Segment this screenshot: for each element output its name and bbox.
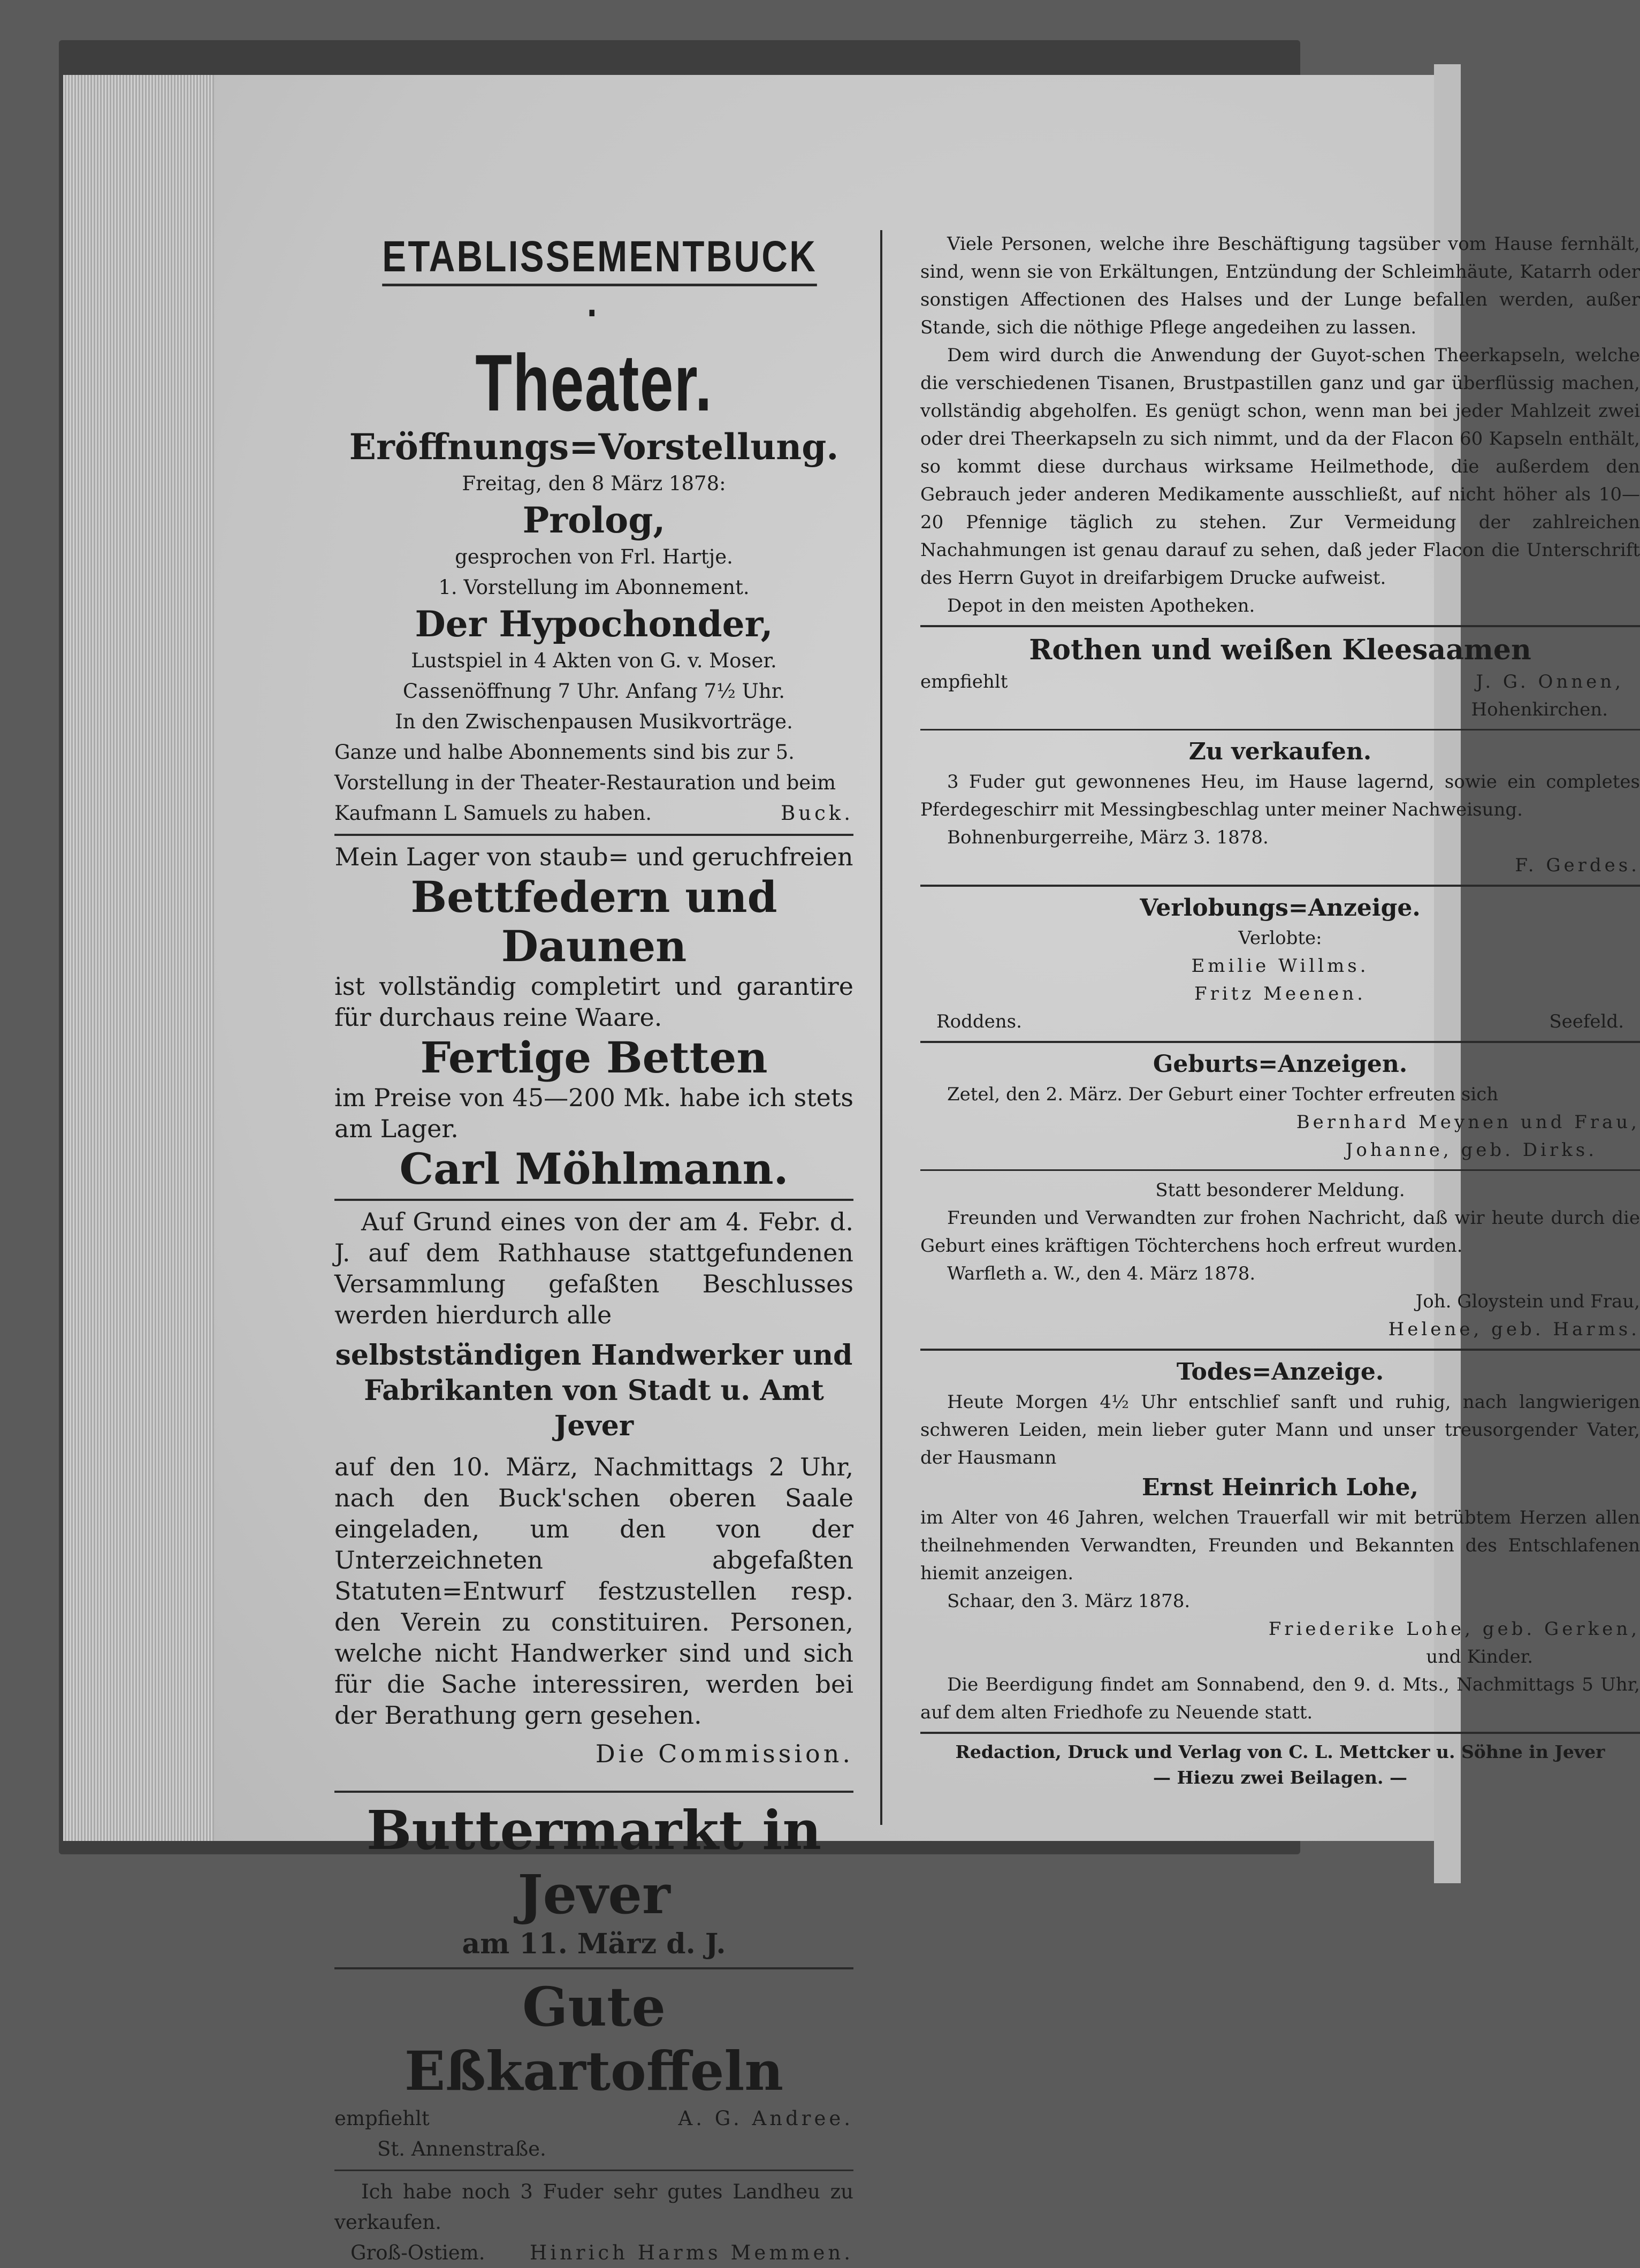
separator xyxy=(334,1199,853,1201)
play-subtitle: Lustspiel in 4 Akten von G. v. Moser. xyxy=(411,649,777,672)
separator xyxy=(334,834,853,836)
butter-market-ad xyxy=(334,1798,853,1962)
craftsmen-intro: Auf Grund eines von der am 4. Febr. d. J. auf dem Rathhause stattgefundenen Versammlung gefaßten Beschlusses werden hierdurch alle xyxy=(334,1207,853,1329)
clover-title: Rothen und weißen Kleesaamen xyxy=(1029,634,1531,666)
death-children: und Kinder. xyxy=(1426,1646,1533,1668)
engagement-notice xyxy=(920,892,1640,1036)
separator xyxy=(920,1169,1640,1171)
hay-text: Ich habe noch 3 Fuder sehr gutes Landheu zu verkaufen. xyxy=(334,2180,853,2234)
death-intro: Heute Morgen 4½ Uhr entschlief sanft und ruhig, nach langwierigen schweren Leiden, mein lieber guter Mann und unser treusorgender Vater, der Hausmann xyxy=(920,1391,1640,1468)
tar-paragraph-2: Dem wird durch die Anwendung der Guyot-schen Theerkapseln, welche die verschiedenen Tisanen, Brustpastillen ganz und gar überflüssig machen, vollständig abgeholfen. Es genügt schon, wenn man bei jeder Mahlzeit zwei oder drei Theerkapseln zu sich nimmt, und da der Flacon 60 Kapseln enthält, so kommt diese durchaus wirksame Heilmethode, die außerdem den Gebrauch jeder anderen Medikamente ausschließt, auf nicht höher als 10—20 Pfennige täglich zu stehen. Zur Vermeidung der zahlreichen Nachahmungen ist genau darauf zu sehen, daß jeder Flacon die Unterschrift des Herrn Guyot in dreifarbigem Drucke aufweist. xyxy=(920,345,1640,589)
butter-market-date: am 11. März d. J. xyxy=(462,1928,726,1960)
separator xyxy=(920,625,1640,627)
brand-mark: · xyxy=(587,288,601,337)
sale-seller: F. Gerdes. xyxy=(1515,855,1640,876)
death-widow: Friederike Lohe, geb. Gerken, xyxy=(1268,1618,1640,1640)
birth-text-1: Zetel, den 2. März. Der Geburt einer Tochter erfreuten sich xyxy=(947,1084,1499,1105)
abo-line-3: Kaufmann L Samuels zu haben. xyxy=(334,802,652,825)
engagement-title: Verlobungs=Anzeige. xyxy=(1140,894,1421,922)
opening-title: Eröffnungs=Vorstellung. xyxy=(349,426,839,468)
birth-statt: Statt besonderer Meldung. xyxy=(1155,1179,1405,1201)
bedding-title: Bettfedern und Daunen xyxy=(410,872,777,971)
theater-signature: Buck. xyxy=(781,802,853,825)
clover-recommends: empfiehlt xyxy=(920,671,1008,692)
separator xyxy=(334,1791,853,1793)
right-column xyxy=(920,230,1640,1791)
beds-price: im Preise von 45—200 Mk. habe ich stets am Lager. xyxy=(334,1083,853,1143)
opening-times: Cassenöffnung 7 Uhr. Anfang 7½ Uhr. xyxy=(402,680,785,703)
brand-title: ETABLISSEMENTBUCK xyxy=(382,230,817,286)
separator xyxy=(920,1041,1640,1043)
craftsmen-title: selbstständigen Handwerker und Fabrikanten von Stadt u. Amt Jever xyxy=(335,1339,853,1442)
page-stack xyxy=(63,75,224,1841)
separator xyxy=(920,729,1640,730)
tar-depot: Depot in den meisten Apotheken. xyxy=(947,595,1255,617)
potato-recommends: empfiehlt xyxy=(334,2107,430,2130)
column-divider xyxy=(880,230,882,1825)
bedding-text: ist vollständig completirt und garantire für durchaus reine Waare. xyxy=(334,972,853,1032)
bedding-ad xyxy=(334,841,853,1193)
birth-title: Geburts=Anzeigen. xyxy=(1153,1051,1408,1078)
bedding-intro: Mein Lager von staub= und geruchfreien xyxy=(334,842,853,871)
separator xyxy=(920,1732,1640,1734)
separator xyxy=(920,1349,1640,1351)
craftsmen-signature: Die Commission. xyxy=(595,1739,853,1768)
death-place-date: Schaar, den 3. März 1878. xyxy=(947,1590,1191,1612)
engagement-place-1: Roddens. xyxy=(936,1011,1022,1032)
beds-title: Fertige Betten xyxy=(420,1032,768,1083)
butter-market-title: Buttermarkt in Jever xyxy=(366,1799,822,1926)
clover-seller: J. G. Onnen, xyxy=(1476,671,1624,692)
hay-ad xyxy=(334,2176,853,2268)
birth-place-date: Warfleth a. W., den 4. März 1878. xyxy=(947,1263,1256,1284)
engagement-bride: Emilie Willms. xyxy=(1191,955,1369,977)
theater-title: Theater. xyxy=(475,338,713,428)
sale-ad xyxy=(920,736,1640,879)
prolog-speaker: gesprochen von Frl. Hartje. xyxy=(455,545,733,568)
imprint-publisher: Redaction, Druck und Verlag von C. L. Mettcker u. Söhne in Jever xyxy=(955,1741,1605,1762)
sale-title: Zu verkaufen. xyxy=(1188,738,1372,765)
potato-title: Gute Eßkartoffeln xyxy=(404,1975,784,2103)
craftsmen-text: auf den 10. März, Nachmittags 2 Uhr, nach den Buck'schen oberen Saale eingeladen, um den von der Unterzeichneten abgefaßten Statuten=Entwurf festzustellen resp. den Verein zu constituiren. Personen, welche nicht Handwerker sind und sich für die Sache interessiren, werden bei der Berathung gern gesehen. xyxy=(334,1452,853,1730)
play-title: Der Hypochonder, xyxy=(415,603,773,645)
imprint xyxy=(920,1739,1640,1791)
sale-text: 3 Fuder gut gewonnenes Heu, im Hause lagernd, sowie ein completes Pferdegeschirr mit Messingbeschlag unter meiner Nachweisung. xyxy=(920,771,1640,820)
potato-seller: A. G. Andree. xyxy=(678,2107,853,2130)
theater-ad xyxy=(334,230,853,828)
death-notice xyxy=(920,1356,1640,1726)
prolog-title: Prolog, xyxy=(522,499,666,541)
tar-paragraph-1: Viele Personen, welche ihre Beschäftigung tagsüber vom Hause fernhält, sind, wenn sie von Erkältungen, Entzündung der Schleimhäute, Katarrh oder sonstigen Affectionen des Halses und der Lunge befallen werden, außer Stande, sich die nöthige Pflege angedeihen zu lassen. xyxy=(920,233,1640,338)
death-text: im Alter von 46 Jahren, welchen Trauerfall wir mit betrübtem Herzen allen theilnehmenden Verwandten, Freunden und Bekannten des Entschlafenen hiemit anzeigen. xyxy=(920,1507,1640,1584)
birth-text-2: Freunden und Verwandten zur frohen Nachricht, daß wir heute durch die Geburt eines kräftigen Töchterchens hoch erfreut wurden. xyxy=(920,1207,1640,1257)
performance-date: Freitag, den 8 März 1878: xyxy=(462,472,726,495)
sale-place-date: Bohnenburgerreihe, März 3. 1878. xyxy=(947,827,1269,848)
death-funeral: Die Beerdigung findet am Sonnabend, den 9. d. Mts., Nachmittags 5 Uhr, auf dem alten Friedhofe zu Neuende statt. xyxy=(920,1674,1640,1723)
potato-address: St. Annenstraße. xyxy=(377,2137,546,2160)
imprint-supplements: — Hiezu zwei Beilagen. — xyxy=(1153,1767,1407,1788)
abo-line-1: Ganze und halbe Abonnements sind bis zur 5. xyxy=(334,741,795,764)
bedding-signature: Carl Möhlmann. xyxy=(399,1144,789,1194)
abonnement-note: 1. Vorstellung im Abonnement. xyxy=(438,576,750,599)
engagement-groom: Fritz Meenen. xyxy=(1194,983,1366,1004)
clover-ad xyxy=(920,633,1640,724)
birth-parents-1: Bernhard Meynen und Frau, xyxy=(1296,1112,1640,1133)
clover-place: Hohenkirchen. xyxy=(1471,699,1608,720)
death-name: Ernst Heinrich Lohe, xyxy=(1142,1474,1418,1501)
hay-seller: Hinrich Harms Memmen. xyxy=(529,2241,853,2264)
newspaper-page xyxy=(214,75,1640,2264)
craftsmen-notice xyxy=(334,1206,853,1769)
death-title: Todes=Anzeige. xyxy=(1176,1358,1384,1386)
separator xyxy=(334,2170,853,2171)
intermission-note: In den Zwischenpausen Musikvorträge. xyxy=(395,710,793,733)
engagement-place-2: Seefeld. xyxy=(1549,1011,1624,1032)
birth-mother-1: Johanne, geb. Dirks. xyxy=(1345,1139,1597,1161)
left-column xyxy=(334,230,853,2268)
birth-notices xyxy=(920,1048,1640,1343)
tar-capsule-ad xyxy=(920,230,1640,620)
potato-ad xyxy=(334,1975,853,2164)
hay-place: Groß-Ostiem. xyxy=(350,2241,485,2264)
separator xyxy=(334,1967,853,1969)
birth-mother-2: Helene, geb. Harms. xyxy=(1388,1319,1640,1340)
abo-line-2: Vorstellung in der Theater-Restauration und beim xyxy=(334,771,836,794)
birth-parents-2: Joh. Gloystein und Frau, xyxy=(1415,1291,1640,1312)
engagement-label: Verlobte: xyxy=(1238,927,1322,949)
separator xyxy=(920,885,1640,887)
